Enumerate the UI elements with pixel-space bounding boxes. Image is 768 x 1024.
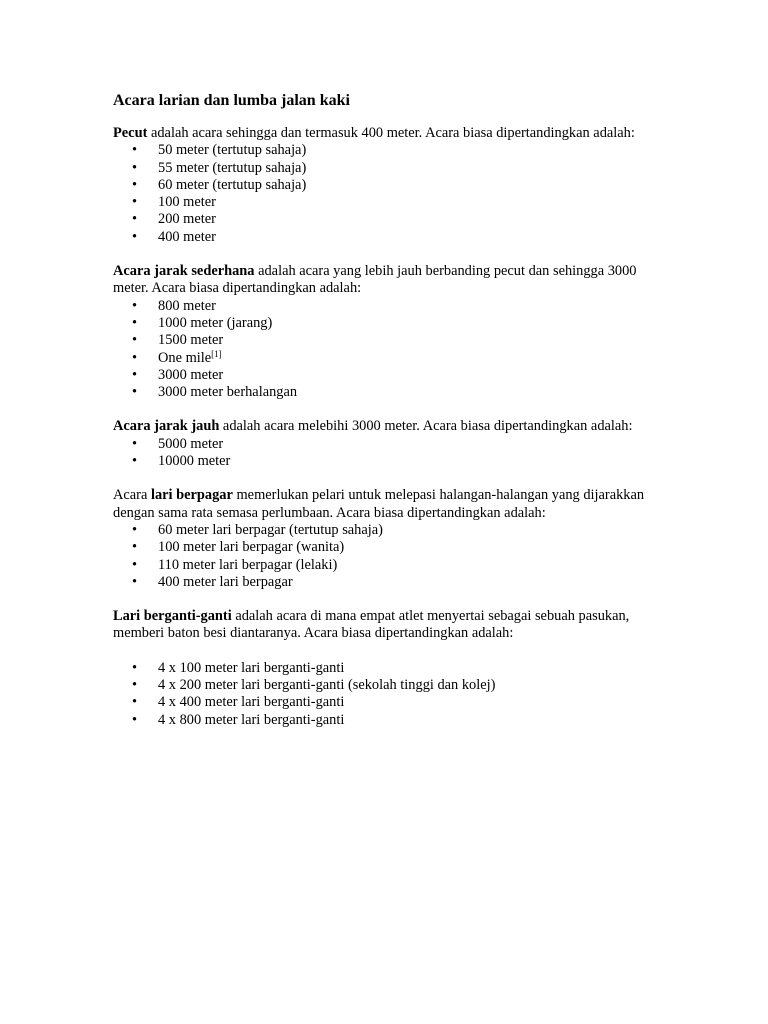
- bullet-icon: •: [132, 366, 138, 383]
- section-long-distance: [113, 418, 673, 470]
- section-intro: [113, 608, 673, 643]
- blank-line: [113, 643, 673, 660]
- bullet-icon: •: [132, 677, 138, 694]
- list-item-text: 50 meter (tertutup sahaja): [158, 142, 307, 159]
- section-term: Lari berganti-ganti: [113, 608, 232, 625]
- list-item: [113, 522, 673, 539]
- bullet-icon: •: [132, 194, 138, 211]
- page-title: Acara larian dan lumba jalan kaki: [113, 92, 350, 109]
- bullet-icon: •: [132, 694, 138, 711]
- section-intro-prefix: Acara: [113, 487, 151, 504]
- list-item-text: 3000 meter berhalangan: [158, 384, 298, 401]
- section-intro-text: memerlukan pelari untuk melepasi halangan-halangan yang dijarakkan dengan sama rata semasa perlumbaan. Acara biasa dipertandingkan adalah:: [113, 487, 645, 521]
- section-intro-text: adalah acara di mana empat atlet menyertai sebagai sebuah pasukan, memberi baton besi diantaranya. Acara biasa dipertandingkan adalah:: [113, 608, 630, 642]
- bullet-icon: •: [132, 297, 138, 314]
- list-item-text: 60 meter (tertutup sahaja): [158, 176, 307, 193]
- list-item: [113, 539, 673, 556]
- list-item: [113, 557, 673, 574]
- list-item: [113, 660, 673, 677]
- bullet-icon: •: [132, 521, 138, 538]
- list-item: [113, 332, 673, 349]
- footnote-link[interactable]: [1]: [211, 348, 222, 359]
- bullet-icon: •: [132, 159, 138, 176]
- bullet-icon: •: [132, 573, 138, 590]
- list-item: [113, 453, 673, 470]
- bullet-icon: •: [132, 176, 138, 193]
- list-item-text: 400 meter: [158, 228, 216, 245]
- section-intro-text: adalah acara yang lebih jauh berbanding pecut dan sehingga 3000 meter. Acara biasa dipertandingkan adalah:: [113, 263, 637, 297]
- bullet-icon: •: [132, 453, 138, 470]
- section-pecut: [113, 125, 673, 246]
- section-term: Acara jarak sederhana: [113, 263, 255, 280]
- section-intro-text: adalah acara sehingga dan termasuk 400 meter. Acara biasa dipertandingkan adalah:: [147, 125, 635, 141]
- bullet-icon: •: [132, 228, 138, 245]
- list-item: [113, 177, 673, 194]
- list-item: [113, 574, 673, 591]
- section-middle-distance: [113, 263, 673, 401]
- section-term: Acara jarak jauh: [113, 418, 220, 435]
- list-item: [113, 712, 673, 729]
- event-list: [113, 142, 673, 246]
- list-item-text: 1000 meter (jarang): [158, 314, 273, 331]
- bullet-icon: •: [132, 349, 138, 366]
- bullet-icon: •: [132, 332, 138, 349]
- list-item-text: One mile: [158, 349, 212, 366]
- section-hurdles: [113, 487, 673, 591]
- bullet-icon: •: [132, 314, 138, 331]
- section-term: lari berpagar: [150, 487, 233, 504]
- list-item: [113, 384, 673, 401]
- section-intro: [113, 487, 673, 522]
- section-intro-text: adalah acara melebihi 3000 meter. Acara biasa dipertandingkan adalah:: [219, 418, 633, 435]
- section-intro: [113, 263, 673, 298]
- list-item-text: 10000 meter: [158, 453, 231, 470]
- list-item-text: 100 meter lari berpagar (wanita): [158, 539, 345, 556]
- bullet-icon: •: [132, 556, 138, 573]
- list-item: [113, 160, 673, 177]
- bullet-icon: •: [132, 711, 138, 728]
- list-item-text: 400 meter lari berpagar: [158, 573, 293, 590]
- list-item-text: 4 x 200 meter lari berganti-ganti (sekolah tinggi dan kolej): [158, 677, 496, 694]
- list-item-text: 3000 meter: [158, 366, 224, 383]
- list-item-text: 110 meter lari berpagar (lelaki): [158, 556, 338, 573]
- list-item-text: 800 meter: [158, 297, 216, 314]
- bullet-icon: •: [132, 142, 138, 159]
- list-item-text: 60 meter lari berpagar (tertutup sahaja): [158, 521, 383, 538]
- list-item: [113, 211, 673, 228]
- section-intro: [113, 125, 673, 142]
- list-item-text: 1500 meter: [158, 332, 224, 349]
- list-item: [113, 315, 673, 332]
- event-list: [113, 436, 673, 471]
- list-item: [113, 694, 673, 711]
- bullet-icon: •: [132, 211, 138, 228]
- section-intro: [113, 418, 673, 435]
- list-item-text: 200 meter: [158, 211, 216, 228]
- bullet-icon: •: [132, 384, 138, 401]
- bullet-icon: •: [132, 539, 138, 556]
- list-item-text: 4 x 400 meter lari berganti-ganti: [158, 694, 345, 711]
- list-item-text: 5000 meter: [158, 435, 224, 452]
- list-item-text: 55 meter (tertutup sahaja): [158, 159, 307, 176]
- list-item-text: 4 x 100 meter lari berganti-ganti: [158, 659, 345, 676]
- section-term: Pecut: [113, 125, 148, 141]
- section-relay: [113, 608, 673, 729]
- list-item: [113, 367, 673, 384]
- list-item-text: 4 x 800 meter lari berganti-ganti: [158, 711, 345, 728]
- list-item: [113, 436, 673, 453]
- event-list: [113, 660, 673, 729]
- list-item: [113, 142, 673, 159]
- bullet-icon: •: [132, 435, 138, 452]
- list-item: [113, 677, 673, 694]
- list-item: [113, 298, 673, 315]
- event-list: [113, 522, 673, 591]
- bullet-icon: •: [132, 659, 138, 676]
- list-item-text: 100 meter: [158, 194, 216, 211]
- list-item: [113, 350, 673, 367]
- event-list: [113, 298, 673, 402]
- list-item: [113, 229, 673, 246]
- list-item: [113, 194, 673, 211]
- document-page: [113, 91, 673, 746]
